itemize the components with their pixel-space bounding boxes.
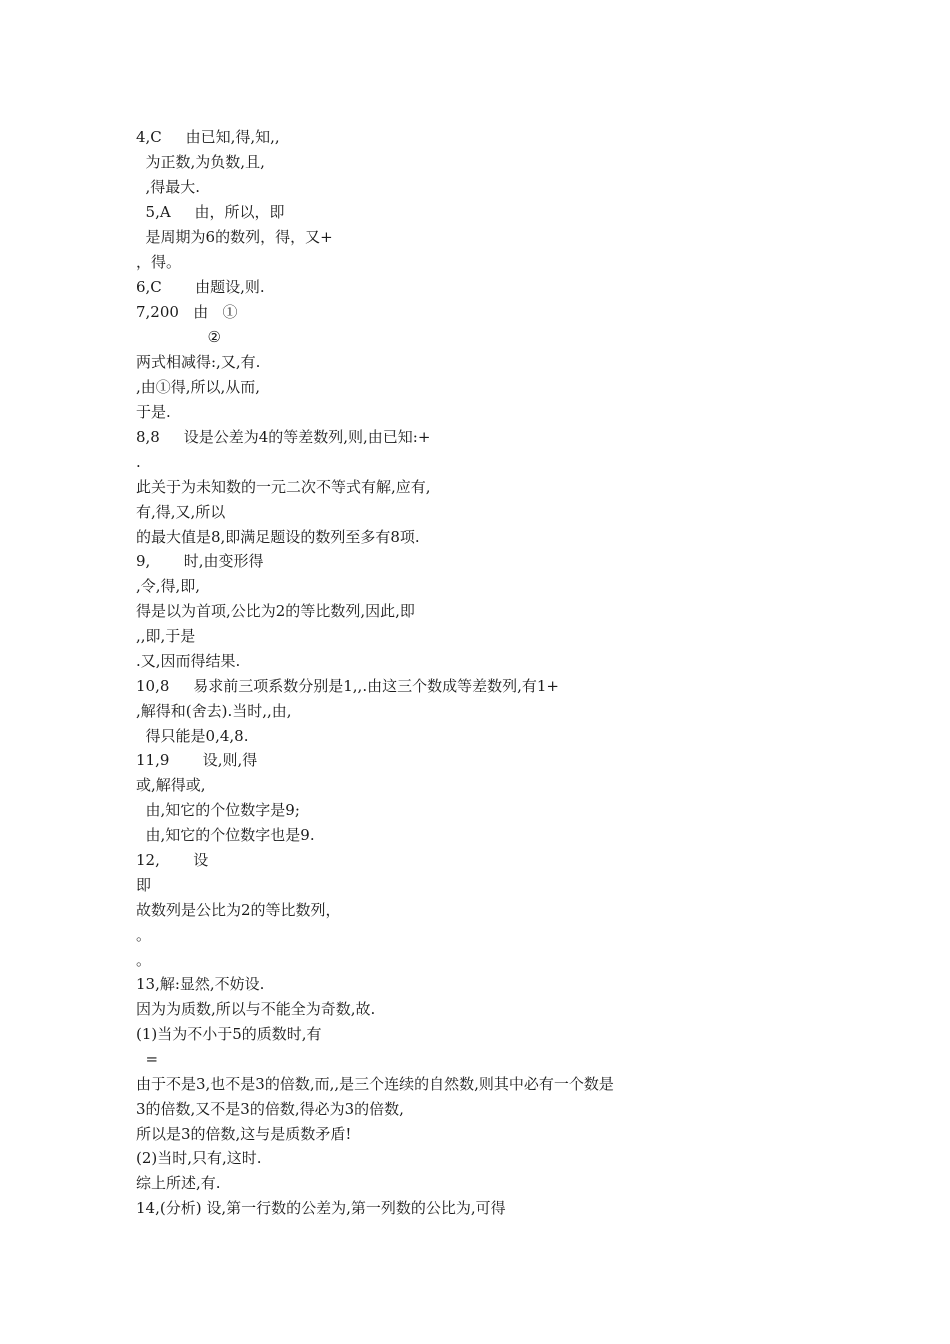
text-line: 8,8 设是公差为4的等差数列,则,由已知:+ (136, 428, 431, 446)
text-line: ,令,得,即, (136, 577, 201, 595)
text-line: 为正数,为负数,且, (136, 153, 265, 171)
text-line: 13,解:显然,不妨设. (136, 975, 265, 993)
text-line: ② (136, 328, 221, 346)
text-line: (2)当时,只有,这时. (136, 1149, 262, 1167)
text-line: 是周期为6的数列，得，又+ (136, 228, 333, 246)
text-line: 的最大值是8,即满足题设的数列至多有8项. (136, 528, 420, 546)
text-line: 于是. (136, 403, 171, 421)
text-line: 7,200 由 ① (136, 303, 238, 321)
text-line: 两式相减得:,又,有. (136, 353, 261, 371)
text-line: 得是以为首项,公比为2的等比数列,因此,即 (136, 602, 415, 620)
text-line: 9, 时,由变形得 (136, 552, 264, 570)
text-line: ，得。 (136, 253, 182, 271)
text-line: 4,C 由已知,得,知,, (136, 128, 280, 146)
text-line: 或,解得或, (136, 776, 206, 794)
text-line: 由于不是3,也不是3的倍数,而,,是三个连续的自然数,则其中必有一个数是 (136, 1075, 614, 1093)
text-line: ,,即,于是 (136, 627, 196, 645)
text-line: 即 (136, 876, 152, 894)
text-line: 因为为质数,所以与不能全为奇数,故. (136, 1000, 376, 1018)
text-line: 得只能是0,4,8. (136, 727, 249, 745)
text-line: 。 (136, 926, 152, 944)
text-line: 14,(分析) 设,第一行数的公差为,第一列数的公比为,可得 (136, 1199, 506, 1217)
text-line: = (136, 1050, 159, 1068)
text-line: 有,得,又,所以 (136, 503, 226, 521)
text-line: ,得最大. (136, 178, 201, 196)
text-line: 6,C 由题设,则. (136, 278, 265, 296)
text-line: 。 (136, 951, 152, 969)
text-line: 综上所述,有. (136, 1174, 221, 1192)
text-line: ,由①得,所以,从而, (136, 378, 261, 396)
text-line: 此关于为未知数的一元二次不等式有解,应有, (136, 478, 431, 496)
text-line: ,解得和(舍去).当时,,由, (136, 702, 292, 720)
text-line: 所以是3的倍数,这与是质数矛盾! (136, 1125, 352, 1143)
text-line: 10,8 易求前三项系数分别是1,,.由这三个数成等差数列,有1+ (136, 677, 559, 695)
text-line: (1)当为不小于5的质数时,有 (136, 1025, 322, 1043)
text-line: .又,因而得结果. (136, 652, 241, 670)
text-line: . (136, 453, 141, 471)
text-line: 故数列是公比为2的等比数列， (136, 901, 341, 919)
text-line: 5,A 由，所以，即 (136, 203, 285, 221)
text-line: 12, 设 (136, 851, 209, 869)
text-line: 11,9 设,则,得 (136, 751, 258, 769)
text-line: 由,知它的个位数字也是9. (136, 826, 315, 844)
text-line: 由,知它的个位数字是9; (136, 801, 300, 819)
text-line: 3的倍数,又不是3的倍数,得必为3的倍数, (136, 1100, 404, 1118)
